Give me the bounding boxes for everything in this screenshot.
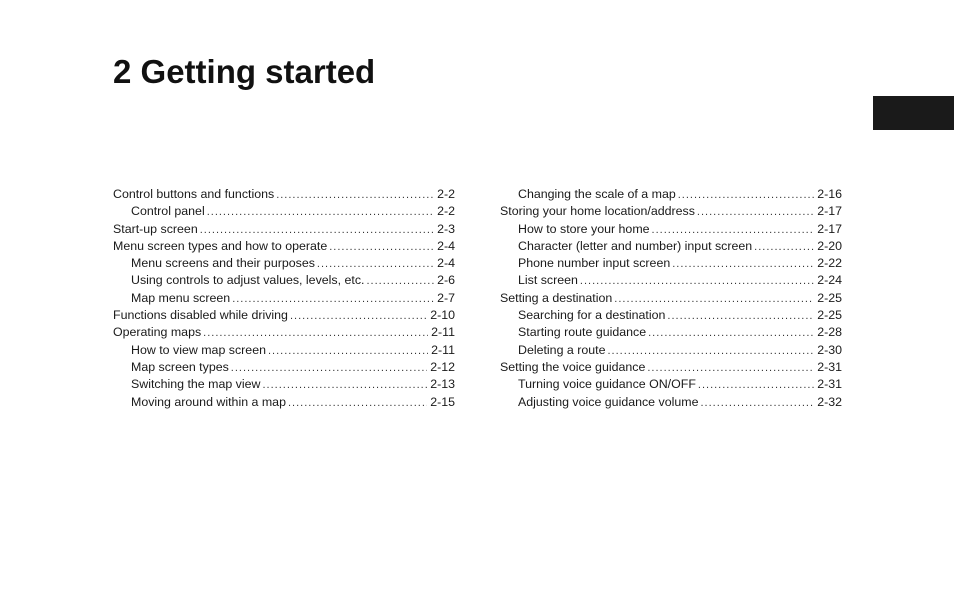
toc-entry[interactable]: [500, 342, 842, 359]
toc-dot-leader: [207, 204, 434, 220]
toc-entry[interactable]: [500, 359, 842, 376]
toc-page-number: 2-4: [437, 256, 455, 271]
toc-page-number: 2-17: [817, 221, 842, 236]
toc-dot-leader: [288, 395, 427, 411]
toc-page-number: 2-6: [437, 273, 455, 288]
toc-entry[interactable]: [113, 290, 455, 307]
toc-entry-title: Adjusting voice guidance volume: [518, 394, 699, 409]
toc-page-number: 2-3: [437, 221, 455, 236]
toc-dot-leader: [317, 256, 434, 272]
toc-entry-title: Storing your home location/address: [500, 204, 695, 219]
toc-page-number: 2-25: [817, 308, 842, 323]
toc-dot-leader: [200, 222, 434, 238]
toc-entry-title: List screen: [518, 273, 578, 288]
toc-entry-title: Searching for a destination: [518, 308, 666, 323]
toc-entry-title: Moving around within a map: [131, 394, 286, 409]
toc-dot-leader: [667, 308, 814, 324]
toc-dot-leader: [607, 343, 814, 359]
toc-entry[interactable]: [500, 394, 842, 411]
toc-entry[interactable]: [113, 324, 455, 341]
toc-page-number: 2-4: [437, 238, 455, 253]
toc-entry-title: Control panel: [131, 204, 205, 219]
toc-dot-leader: [276, 187, 434, 203]
toc-entry[interactable]: [113, 203, 455, 220]
toc-dot-leader: [700, 395, 814, 411]
toc-entry-title: Switching the map view: [131, 377, 261, 392]
toc-entry-title: Menu screen types and how to operate: [113, 238, 328, 253]
toc-dot-leader: [647, 360, 814, 376]
toc-entry-title: Menu screens and their purposes: [131, 256, 315, 271]
toc-entry[interactable]: [113, 255, 455, 272]
toc-entry-title: Changing the scale of a map: [518, 187, 676, 201]
toc-page-number: 2-7: [437, 290, 455, 305]
toc-dot-leader: [672, 256, 814, 272]
toc-dot-leader: [232, 291, 434, 307]
toc-page-number: 2-11: [431, 325, 455, 340]
toc-page-number: 2-2: [437, 187, 455, 201]
toc-dot-leader: [697, 204, 814, 220]
toc-dot-leader: [203, 325, 428, 341]
toc-entry-title: Setting the voice guidance: [500, 359, 646, 374]
toc-entry[interactable]: [113, 272, 455, 289]
toc-entry[interactable]: [500, 376, 842, 393]
toc-entry-title: Character (letter and number) input screen: [518, 238, 753, 253]
toc-entry[interactable]: [500, 238, 842, 255]
toc-dot-leader: [329, 239, 434, 255]
toc-entry[interactable]: [113, 186, 455, 203]
toc-dot-leader: [231, 360, 427, 376]
toc-entry[interactable]: [113, 221, 455, 238]
toc-entry[interactable]: [500, 272, 842, 289]
toc-page-number: 2-31: [817, 377, 842, 392]
toc-entry[interactable]: [500, 290, 842, 307]
toc-entry[interactable]: [500, 255, 842, 272]
toc-entry[interactable]: [113, 342, 455, 359]
toc-entry-title: Map menu screen: [131, 290, 231, 305]
toc-entry-title: Phone number input screen: [518, 256, 671, 271]
toc-entry[interactable]: [500, 324, 842, 341]
toc-right-column: [500, 186, 842, 411]
toc-dot-leader: [678, 187, 814, 203]
chapter-tab-marker: [873, 96, 954, 130]
toc-dot-leader: [648, 325, 814, 341]
toc-page-number: 2-28: [817, 325, 842, 340]
toc-entry-title: Turning voice guidance ON/OFF: [518, 377, 696, 392]
toc-dot-leader: [268, 343, 428, 359]
toc-dot-leader: [366, 273, 434, 289]
toc-entry-title: Functions disabled while driving: [113, 308, 288, 323]
toc-entry[interactable]: [500, 186, 842, 203]
toc-dot-leader: [290, 308, 427, 324]
toc-page-number: 2-12: [430, 359, 455, 374]
toc-page-number: 2-31: [817, 359, 842, 374]
toc-dot-leader: [652, 222, 815, 238]
toc-page-number: 2-20: [817, 238, 842, 253]
toc-entry[interactable]: [113, 307, 455, 324]
toc-entry-title: How to view map screen: [131, 342, 266, 357]
toc-left-column: [113, 186, 455, 411]
toc-entry-title: Start-up screen: [113, 221, 198, 236]
toc-page-number: 2-13: [430, 377, 455, 392]
toc-page-number: 2-17: [817, 204, 842, 219]
toc-entry[interactable]: [113, 359, 455, 376]
toc-entry-title: How to store your home: [518, 221, 650, 236]
toc-page-number: 2-24: [817, 273, 842, 288]
toc-page-number: 2-22: [817, 256, 842, 271]
toc-dot-leader: [262, 377, 427, 393]
toc-dot-leader: [614, 291, 814, 307]
toc-entry-title: Control buttons and functions: [113, 187, 275, 201]
toc-page-number: 2-11: [431, 342, 455, 357]
toc-entry[interactable]: [500, 307, 842, 324]
toc-entry-title: Starting route guidance: [518, 325, 647, 340]
toc-page-number: 2-15: [430, 394, 455, 409]
toc-entry[interactable]: [500, 221, 842, 238]
toc-entry[interactable]: [113, 376, 455, 393]
toc-page-number: 2-10: [430, 308, 455, 323]
toc-entry[interactable]: [500, 203, 842, 220]
toc-page-number: 2-2: [437, 204, 455, 219]
toc-page-number: 2-16: [817, 187, 842, 201]
toc-entry-title: Setting a destination: [500, 290, 613, 305]
toc-entry-title: Operating maps: [113, 325, 202, 340]
toc-entry-title: Deleting a route: [518, 342, 606, 357]
toc-page-number: 2-25: [817, 290, 842, 305]
toc-page-number: 2-32: [817, 394, 842, 409]
toc-dot-leader: [754, 239, 814, 255]
toc-entry[interactable]: [113, 238, 455, 255]
toc-entry-title: Map screen types: [131, 359, 229, 374]
toc-dot-leader: [698, 377, 814, 393]
toc-dot-leader: [580, 273, 814, 289]
chapter-title: 2 Getting started: [113, 53, 376, 90]
toc-entry[interactable]: [113, 394, 455, 411]
toc-entry-title: Using controls to adjust values, levels, etc.: [131, 273, 365, 288]
toc-page-number: 2-30: [817, 342, 842, 357]
